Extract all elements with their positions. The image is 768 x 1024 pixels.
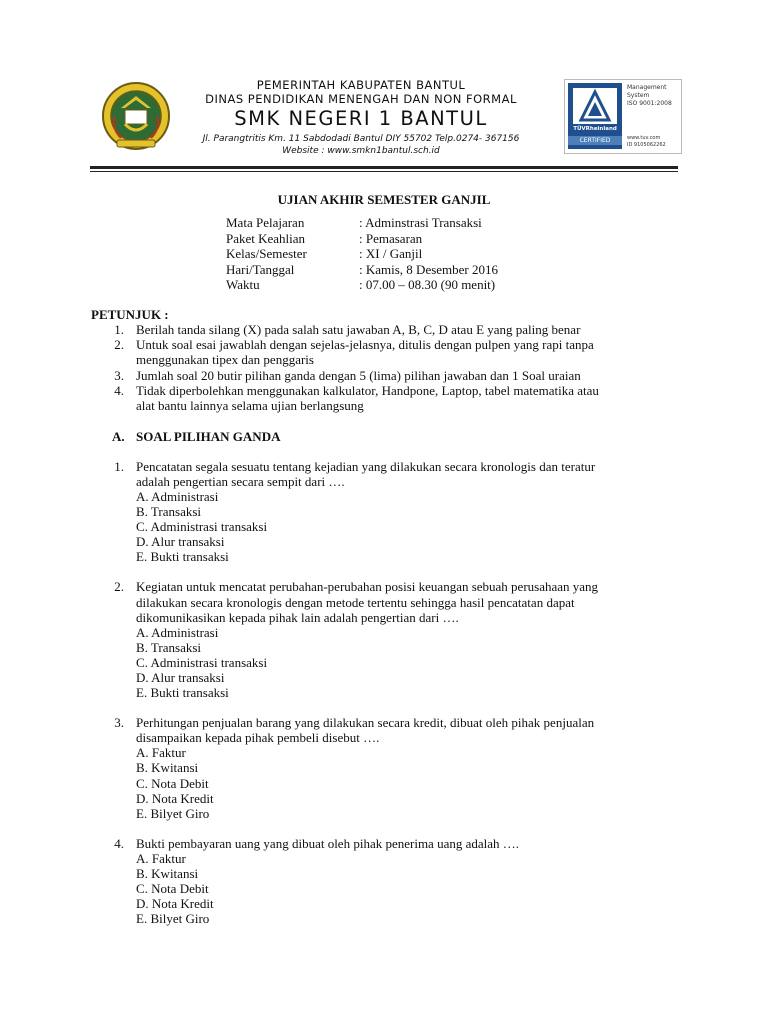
answer-option: D. Nota Kredit [136, 791, 214, 806]
question-number: 1. [114, 459, 124, 474]
tuv-brand: TÜVRheinland [573, 126, 617, 132]
letterhead-divider-thin [90, 171, 678, 172]
tuv-badge [568, 83, 622, 149]
answer-option: A. Administrasi [136, 489, 219, 504]
answer-option: D. Alur transaksi [136, 534, 225, 549]
exam-title: UJIAN AKHIR SEMESTER GANJIL [277, 192, 491, 207]
instruction-number: 4. [114, 383, 124, 398]
answer-option: B. Kwitansi [136, 760, 199, 775]
iso-certificate-badge [564, 79, 682, 154]
instruction-number: 1. [114, 322, 124, 337]
question-line: Kegiatan untuk mencatat perubahan-perubahan posisi keuangan sebuah perusahaan yang [136, 579, 599, 594]
answer-option: D. Nota Kredit [136, 896, 214, 911]
school-website: Website : www.smkn1bantul.sch.id [282, 146, 440, 156]
answer-option: B. Transaksi [136, 504, 202, 519]
school-name: SMK NEGERI 1 BANTUL [234, 107, 488, 130]
triangle-mark-icon [573, 88, 617, 124]
question-number: 4. [114, 836, 124, 851]
instruction-number: 3. [114, 368, 124, 383]
answer-option: A. Faktur [136, 745, 186, 760]
info-value-time: : 07.00 – 08.30 (90 menit) [359, 277, 496, 292]
answer-option: D. Alur transaksi [136, 670, 225, 685]
certified-label: CERTIFIED [568, 136, 622, 145]
info-value-program: : Pemasaran [359, 231, 423, 246]
info-label-date: Hari/Tanggal [226, 262, 295, 277]
management-system-text: Management System ISO 9001:2008 [627, 84, 672, 107]
instruction-line: Untuk soal esai jawablah dengan sejelas-jelasnya, ditulis dengan pulpen yang rapi tanpa [136, 337, 594, 352]
instruction-number: 2. [114, 337, 124, 352]
instruction-line: Tidak diperbolehkan menggunakan kalkulator, Handpone, Laptop, tabel matematika atau [136, 383, 599, 398]
question-line: dilakukan secara kronologis dengan metode tertentu sehingga hasil pencatatan dapat [136, 595, 575, 610]
question-line: Perhitungan penjualan barang yang dilakukan secara kredit, dibuat oleh pihak penjualan [136, 715, 595, 730]
question-line: disampaikan kepada pihak pembeli disebut …. [136, 730, 380, 745]
info-label-subject: Mata Pelajaran [226, 215, 305, 230]
answer-option: A. Administrasi [136, 625, 219, 640]
letterhead [176, 78, 546, 157]
info-value-class: : XI / Ganjil [359, 246, 423, 261]
answer-option: E. Bilyet Giro [136, 806, 210, 821]
section-title: SOAL PILIHAN GANDA [136, 429, 281, 444]
answer-option: E. Bilyet Giro [136, 911, 210, 926]
bantul-regency-logo [101, 80, 171, 152]
answer-option: E. Bukti transaksi [136, 549, 229, 564]
certificate-web-text: www.tuv.com ID 9105062262 [627, 135, 666, 148]
instruction-line: Berilah tanda silang (X) pada salah satu jawaban A, B, C, D atau E yang paling benar [136, 322, 581, 337]
info-label-program: Paket Keahlian [226, 231, 306, 246]
answer-option: C. Nota Debit [136, 881, 209, 896]
question-line: dikomunikasikan kepada pihak lain adalah pengertian dari …. [136, 610, 459, 625]
answer-option: C. Nota Debit [136, 776, 209, 791]
question-line: Pencatatan segala sesuatu tentang kejadian yang dilakukan secara kronologis dan teratur [136, 459, 596, 474]
letterhead-divider-thick [90, 166, 678, 169]
info-value-subject: : Adminstrasi Transaksi [359, 215, 482, 230]
instructions-heading: PETUNJUK : [91, 307, 169, 322]
government-name: PEMERINTAH KABUPATEN BANTUL [256, 78, 466, 92]
instruction-line: alat bantu lainnya selama ujian berlangsung [136, 398, 364, 413]
instruction-line: Jumlah soal 20 butir pilihan ganda dengan 5 (lima) pilihan jawaban dan 1 Soal uraian [136, 368, 581, 383]
question-number: 2. [114, 579, 124, 594]
info-value-date: : Kamis, 8 Desember 2016 [359, 262, 499, 277]
instruction-line: menggunakan tipex dan penggaris [136, 352, 314, 367]
answer-option: B. Kwitansi [136, 866, 199, 881]
school-address: Jl. Parangtritis Km. 11 Sabdodadi Bantul DIY 55702 Telp.0274- 367156 [202, 134, 520, 144]
question-number: 3. [114, 715, 124, 730]
info-label-class: Kelas/Semester [226, 246, 307, 261]
answer-option: E. Bukti transaksi [136, 685, 229, 700]
question-line: adalah pengertian secara sempit dari …. [136, 474, 345, 489]
info-label-time: Waktu [226, 277, 260, 292]
department-name: DINAS PENDIDIKAN MENENGAH DAN NON FORMAL [205, 92, 517, 106]
answer-option: B. Transaksi [136, 640, 202, 655]
question-line: Bukti pembayaran uang yang dibuat oleh pihak penerima uang adalah …. [136, 836, 520, 851]
answer-option: C. Administrasi transaksi [136, 519, 268, 534]
section-letter: A. [112, 429, 125, 444]
answer-option: C. Administrasi transaksi [136, 655, 268, 670]
answer-option: A. Faktur [136, 851, 186, 866]
